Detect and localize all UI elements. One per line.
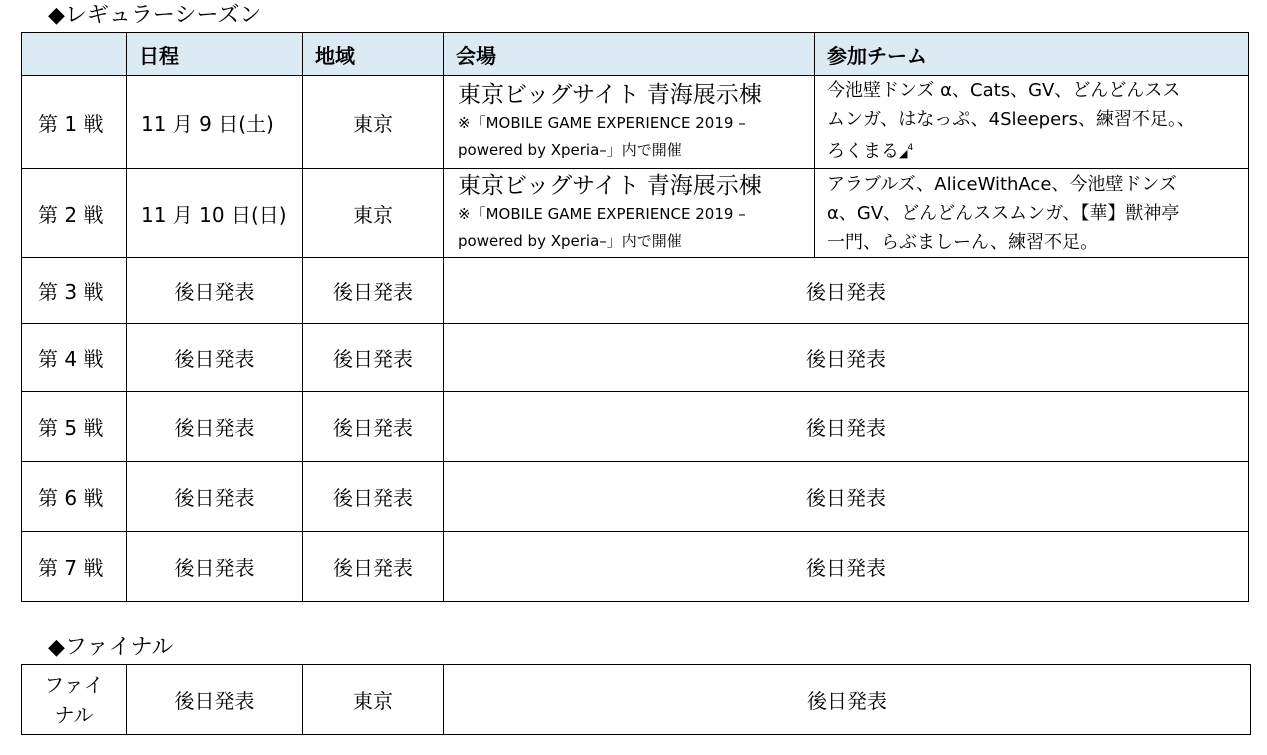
venue-note-line: powered by Xperia–」内で開催 — [458, 232, 682, 250]
comment-marker-icon: ◢ — [899, 147, 908, 160]
region-cell: 東京 — [303, 665, 444, 735]
table-row — [22, 665, 1251, 735]
region-cell: 東京 — [303, 76, 444, 169]
region-cell: 後日発表 — [303, 532, 444, 602]
table-row — [22, 462, 1249, 532]
final-label-cell — [22, 665, 127, 735]
venue-cell — [444, 169, 815, 258]
round-cell: 第 1 戦 — [22, 76, 127, 169]
header-venue: 会場 — [444, 33, 815, 76]
venue-teams-cell: 後日発表 — [444, 324, 1249, 392]
venue-note-line: ※「MOBILE GAME EXPERIENCE 2019 – — [458, 114, 746, 132]
regular-season-heading: ◆レギュラーシーズン — [48, 3, 262, 28]
table-row — [22, 169, 1249, 258]
venue-teams-cell: 後日発表 — [444, 665, 1251, 735]
table-header-row — [22, 33, 1249, 76]
venue-note-line: powered by Xperia–」内で開催 — [458, 141, 682, 159]
round-cell: 第 2 戦 — [22, 169, 127, 258]
teams-line: アラブルズ、AliceWithAce、今池壁ドンズ — [827, 173, 1177, 195]
venue-teams-cell: 後日発表 — [444, 258, 1249, 324]
venue-teams-cell: 後日発表 — [444, 392, 1249, 462]
region-cell: 後日発表 — [303, 258, 444, 324]
header-teams: 参加チーム — [815, 33, 1249, 76]
round-cell: 第 5 戦 — [22, 392, 127, 462]
teams-line: 一門、らぶましーん、練習不足。 — [827, 231, 1099, 253]
table-row — [22, 324, 1249, 392]
teams-line: α、GV、どんどんススムンガ、【華】獣神亭 — [827, 202, 1180, 224]
region-cell: 後日発表 — [303, 324, 444, 392]
region-cell: 東京 — [303, 169, 444, 258]
date-cell: 11 月 9 日(土) — [127, 76, 303, 169]
date-cell: 後日発表 — [127, 462, 303, 532]
round-cell: 第 7 戦 — [22, 532, 127, 602]
teams-line — [827, 134, 1240, 168]
venue-name: 東京ビッグサイト 青海展示棟 — [458, 173, 762, 199]
comment-marker-number: 4 — [907, 143, 914, 153]
header-region: 地域 — [303, 33, 444, 76]
date-cell: 後日発表 — [127, 324, 303, 392]
regular-season-table — [21, 32, 1249, 602]
teams-line: ムンガ、はなっぷ、4Sleepers、練習不足。、 — [827, 109, 1195, 130]
round-cell: 第 3 戦 — [22, 258, 127, 324]
teams-cell — [815, 76, 1249, 169]
teams-line-text: ろくまる — [827, 141, 899, 162]
table-row — [22, 258, 1249, 324]
table-row — [22, 392, 1249, 462]
date-cell: 後日発表 — [127, 258, 303, 324]
final-label-line: ファイ — [44, 672, 104, 697]
round-cell: 第 4 戦 — [22, 324, 127, 392]
teams-line: 今池壁ドンズ α、Cats、GV、どんどんスス — [827, 80, 1181, 101]
date-cell: 後日発表 — [127, 532, 303, 602]
region-cell: 後日発表 — [303, 392, 444, 462]
venue-teams-cell: 後日発表 — [444, 532, 1249, 602]
table-row — [22, 76, 1249, 169]
final-table — [21, 664, 1251, 735]
venue-name: 東京ビッグサイト 青海展示棟 — [458, 82, 762, 108]
date-cell: 後日発表 — [127, 665, 303, 735]
venue-note-line: ※「MOBILE GAME EXPERIENCE 2019 – — [458, 205, 746, 223]
venue-cell — [444, 76, 815, 169]
final-label-line: ナル — [54, 702, 94, 727]
venue-teams-cell: 後日発表 — [444, 462, 1249, 532]
final-heading: ◆ファイナル — [48, 635, 174, 660]
header-date: 日程 — [127, 33, 303, 76]
date-cell: 11 月 10 日(日) — [127, 169, 303, 258]
table-row — [22, 532, 1249, 602]
date-cell: 後日発表 — [127, 392, 303, 462]
region-cell: 後日発表 — [303, 462, 444, 532]
header-blank-cell — [22, 33, 127, 76]
round-cell: 第 6 戦 — [22, 462, 127, 532]
teams-cell — [815, 169, 1249, 258]
